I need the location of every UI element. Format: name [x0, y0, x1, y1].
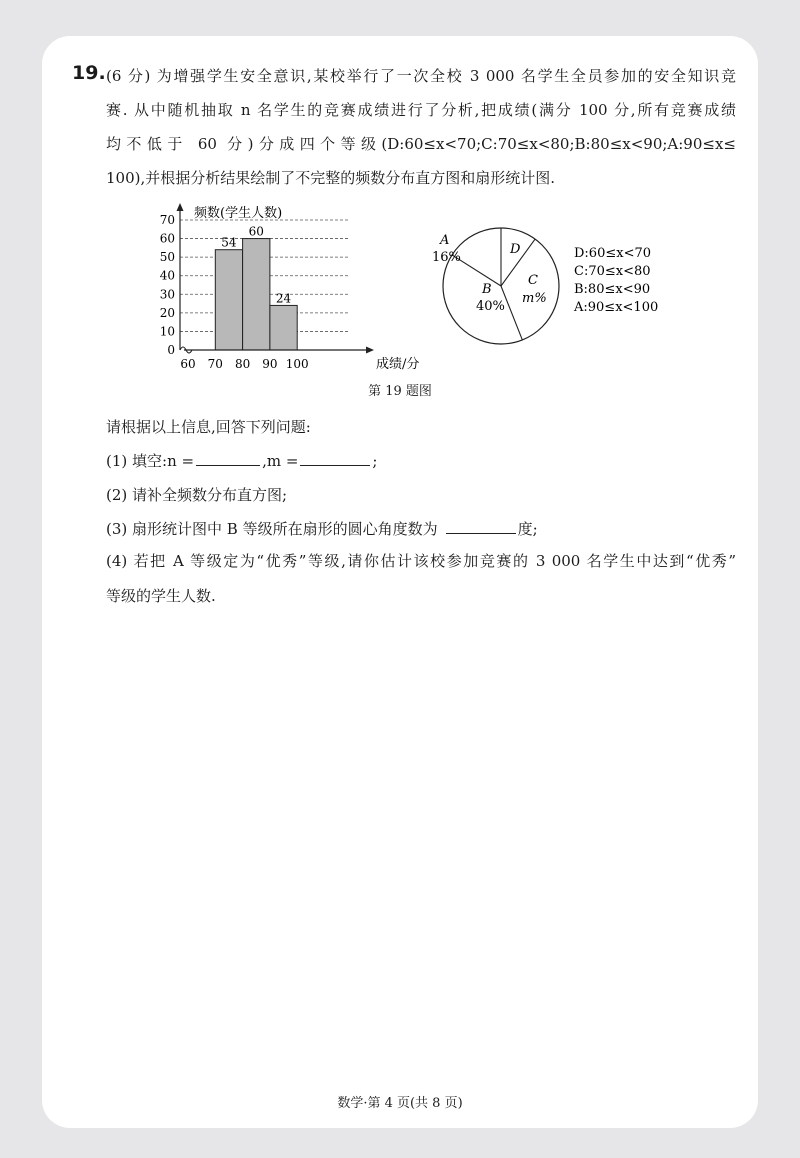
histogram-bar: [243, 239, 270, 350]
prompt-text: 请根据以上信息,回答下列问题:: [106, 418, 311, 436]
bar-value-label: 60: [248, 224, 264, 239]
sub-question-3-suffix: 度;: [517, 520, 538, 538]
legend-item-b: B:80≤x<90: [574, 282, 651, 297]
legend-item-c: C:70≤x<80: [574, 264, 651, 279]
sub-question-4-line-1: (4) 若把 A 等级定为“优秀”等级,请你估计该校参加竞赛的 3 000 名学生中达到“优秀”: [106, 552, 736, 570]
y-tick-label: 40: [159, 268, 175, 283]
x-tick-label: 90: [262, 357, 278, 371]
question-line-1: (6 分) 为增强学生安全意识,某校举行了一次全校 3 000 名学生全员参加的安全知识竞: [106, 67, 736, 85]
pie-label-a-percent: 16%: [432, 250, 461, 265]
pie-label-a: A: [440, 233, 450, 248]
y-tick-label: 30: [159, 287, 175, 302]
y-tick-label: 50: [159, 250, 175, 265]
sub-question-1-suffix: ;: [372, 452, 378, 470]
y-tick-label: 0: [167, 343, 175, 357]
question-line-4: 100),并根据分析结果绘制了不完整的频数分布直方图和扇形统计图.: [106, 169, 556, 187]
sub-question-1: [106, 450, 377, 471]
legend-item-a: A:90≤x<100: [574, 300, 659, 315]
histogram-x-axis-label: 成绩/分: [376, 357, 420, 372]
x-tick-label: 60: [180, 357, 196, 371]
sub-question-3-prefix: (3) 扇形统计图中 B 等级所在扇形的圆心角度数为: [106, 520, 438, 538]
sub-question-2: (2) 请补全频数分布直方图;: [106, 486, 288, 504]
pie-label-c-percent: m%: [522, 291, 547, 306]
y-tick-label: 10: [159, 324, 175, 339]
pie-label-b-percent: 40%: [476, 299, 505, 314]
sub-question-1-mid: ,m =: [262, 452, 299, 470]
exam-page: [42, 36, 758, 1128]
legend-item-d: D:60≤x<70: [574, 246, 652, 261]
bar-value-label: 54: [221, 235, 237, 250]
pie-label-c: C: [528, 273, 538, 288]
pie-legend: [574, 242, 714, 318]
x-tick-label: 80: [234, 357, 251, 371]
sub-question-4-line-2: 等级的学生人数.: [106, 587, 216, 605]
answer-blank-angle[interactable]: [446, 519, 516, 534]
figure-caption: 第 19 题图: [368, 384, 432, 399]
sub-question-3: [106, 518, 538, 539]
x-tick-label: 100: [285, 357, 309, 371]
page-footer: 数学·第 4 页(共 8 页): [337, 1096, 463, 1111]
histogram-y-ticks: [160, 213, 175, 357]
y-tick-label: 20: [159, 305, 175, 320]
histogram-y-axis-label: 频数(学生人数): [194, 206, 283, 221]
question-number: 19.: [72, 62, 106, 84]
answer-blank-m[interactable]: [300, 451, 370, 466]
question-line-3: 均不低于 60 分)分成四个等级(D:60≤x<70;C:70≤x<80;B:80≤x<90;A:90≤x≤: [106, 135, 736, 153]
answer-blank-n[interactable]: [196, 451, 260, 466]
histogram-bar: [270, 305, 297, 350]
pie-slices: [443, 228, 559, 344]
bar-value-label: 24: [275, 291, 292, 306]
x-tick-label: 70: [207, 357, 223, 371]
y-tick-label: 70: [159, 213, 175, 227]
y-tick-label: 60: [159, 231, 175, 246]
sub-question-1-prefix: (1) 填空:n =: [106, 452, 195, 470]
pie-label-d: D: [510, 242, 521, 257]
histogram-bar: [215, 250, 242, 350]
pie-label-b: B: [482, 282, 492, 297]
question-line-2: 赛. 从中随机抽取 n 名学生的竞赛成绩进行了分析,把成绩(满分 100 分,所有竞赛成绩: [106, 101, 736, 119]
pie-chart: [416, 222, 586, 352]
frequency-histogram: [140, 198, 420, 374]
histogram-x-ticks: [180, 357, 308, 371]
